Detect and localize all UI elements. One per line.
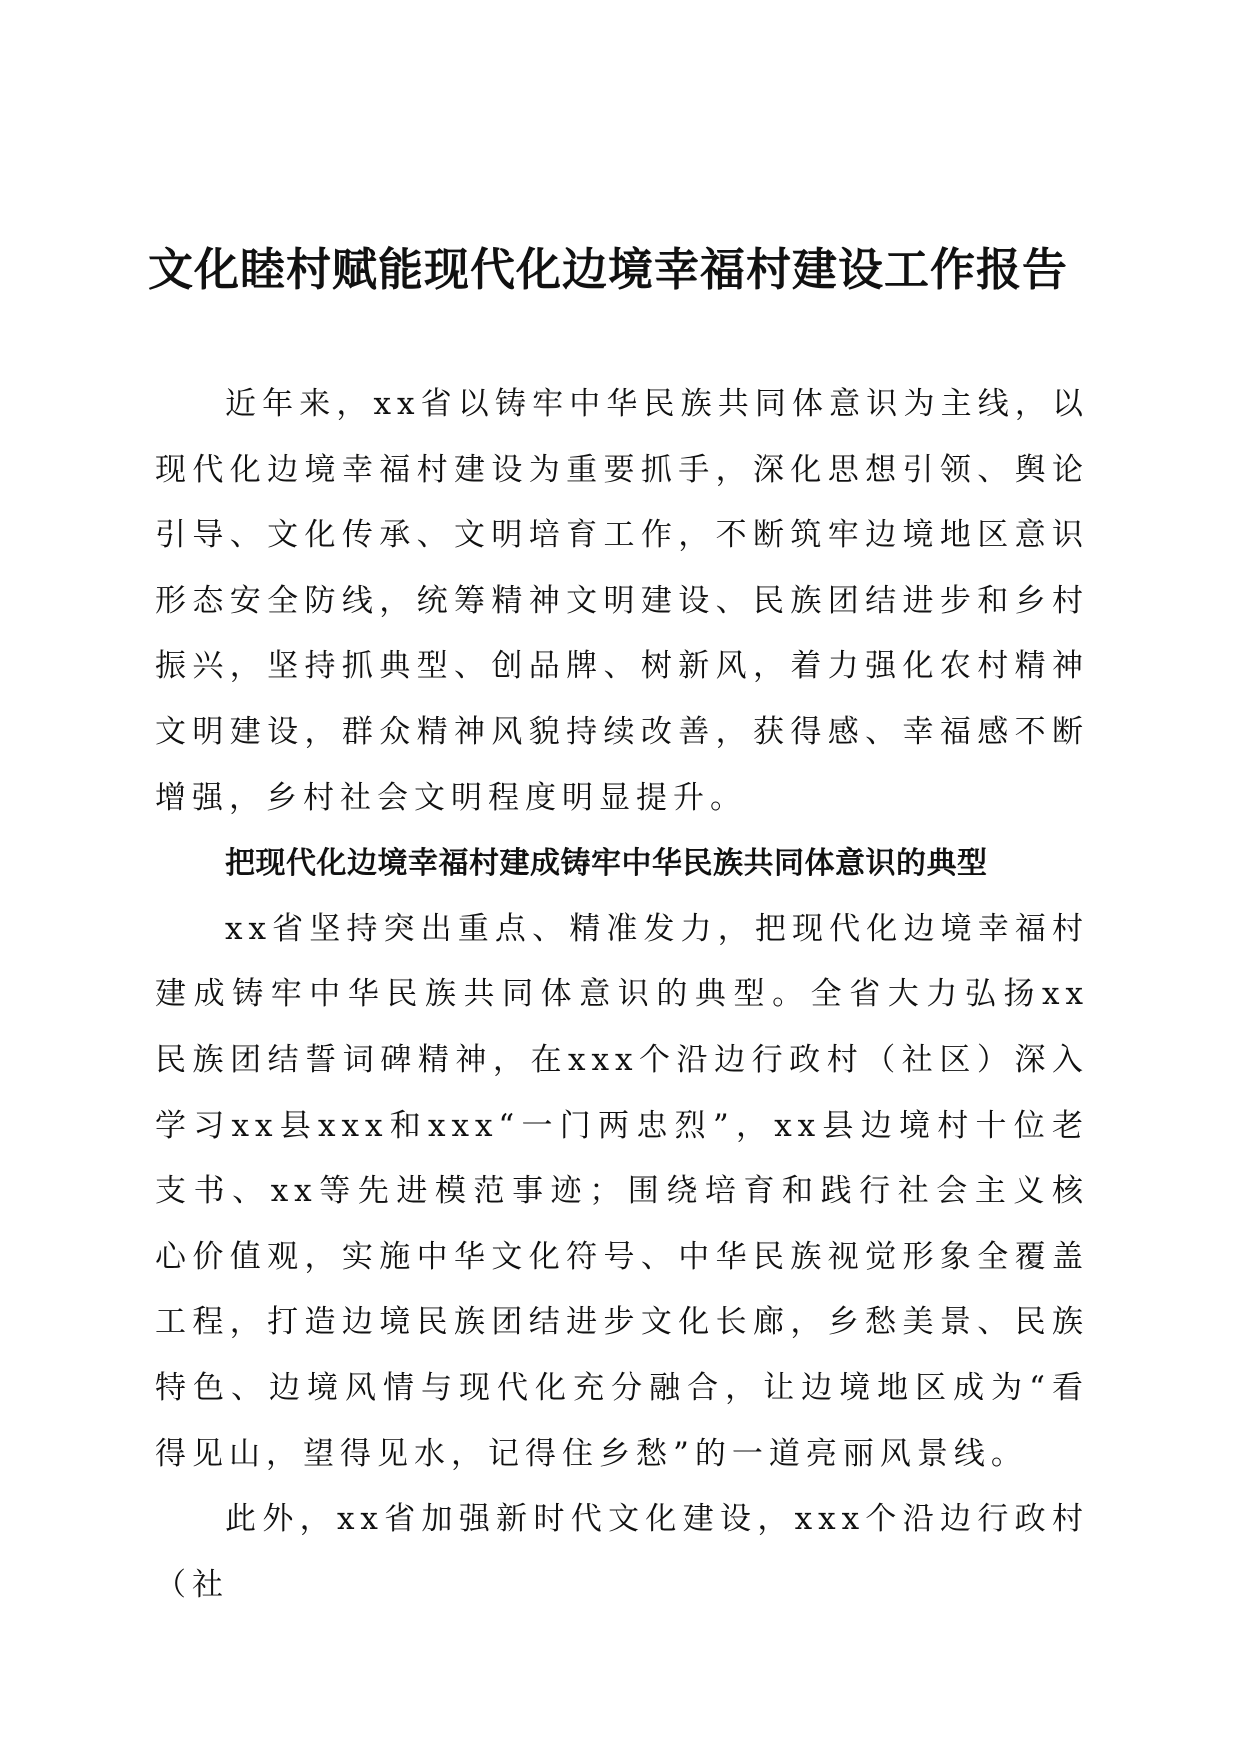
section-heading: 把现代化边境幸福村建成铸牢中华民族共同体意识的典型 [225,846,988,882]
section-paragraph: xx省坚持突出重点、精准发力，把现代化边境幸福村建成铸牢中华民族共同体意识的典型。全省大力弘扬xx民族团结誓词碑精神，在xxx个沿边行政村（社区）深入学习xx县xxx和xxx“一门两忠烈”，xx县边境村十位老支书、xx等先进模范事迹；围绕培育和践行社会主义核心价值观，实施中华文化符号、中华民族视觉形象全覆盖工程，打造边境民族团结进步文化长廊，乡愁美景、民族特色、边境风情与现代化充分融合，让边境地区成为“看得见山，望得见水，记得住乡愁”的一道亮丽风景线。 [155,910,1089,1472]
document-body [155,372,1089,1618]
continuation-paragraph: 此外，xx省加强新时代文化建设，xxx个沿边行政村（社 [155,1501,1089,1603]
intro-paragraph: 近年来，xx省以铸牢中华民族共同体意识为主线，以现代化边境幸福村建设为重要抓手，深化思想引领、舆论引导、文化传承、文明培育工作，不断筑牢边境地区意识形态安全防线，统筹精神文明建设、民族团结进步和乡村振兴，坚持抓典型、创品牌、树新风，着力强化农村精神文明建设，群众精神风貌持续改善，获得感、幸福感不断增强，乡村社会文明程度明显提升。 [155,386,1089,816]
document-title: 文化睦村赋能现代化边境幸福村建设工作报告 [148,243,1069,296]
